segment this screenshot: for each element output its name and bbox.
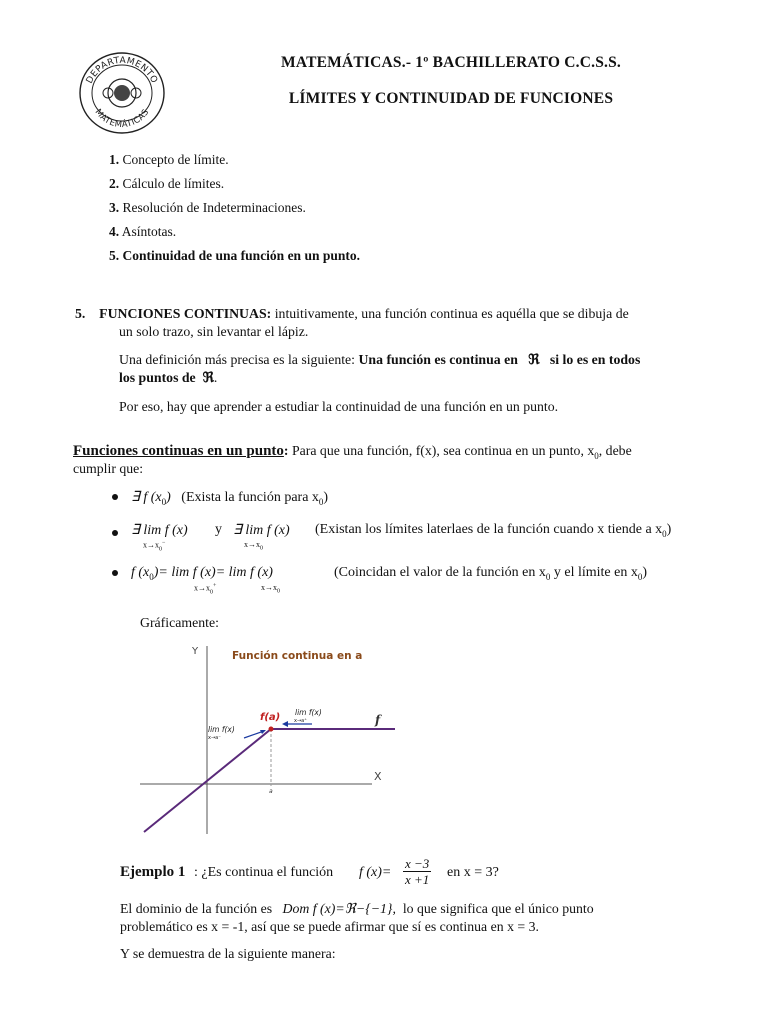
fraction-numerator: x −3	[405, 856, 430, 871]
cond2-lim-1: ∃ lim f (x)	[131, 523, 188, 538]
cond2-y: y	[215, 522, 222, 537]
page-title: MATEMÁTICAS.- 1º BACHILLERATO C.C.S.S.	[281, 54, 621, 71]
definition-bold-2: si lo es en todos	[549, 352, 641, 367]
toc-item-number: 5.	[109, 248, 120, 263]
cond2-under-1: $x\to x_0^-$	[143, 540, 166, 553]
bullet-3	[112, 570, 118, 576]
toc-item	[109, 152, 229, 168]
domain-line-1	[120, 900, 716, 918]
definition-end: .	[213, 370, 218, 385]
cond3-under-1: $x\to x_0^+$	[194, 583, 217, 596]
point-continuity-text-2: cumplir que:	[73, 461, 144, 476]
cond2-text: (Existan los límites laterlaes de la función cuando x tiende a $x_0$)	[315, 522, 672, 539]
toc-item	[109, 200, 306, 216]
real-symbol-2: ℜ	[202, 370, 214, 386]
cond1-text-sub: 0	[318, 497, 324, 507]
toc-item-number: 1.	[109, 152, 120, 167]
point-continuity-heading: Funciones continuas en un punto	[73, 443, 284, 459]
definition-paragraph	[119, 351, 715, 387]
condition-3: f $(x_0)= \lim f$ (x)= lim f (x) $x\to x_0^+$ $x\to x_0$ (Coincidan el valor de la función en $x_0$ y el límite en $x_0$)	[131, 565, 648, 596]
lim-right-label: lim f(x)	[295, 708, 322, 717]
cond3-math-2: )= lim f (x)= lim f (x)	[153, 565, 273, 580]
cond1-math-end: )	[166, 490, 171, 505]
toc-item	[109, 176, 224, 192]
y-axis-label: Y	[192, 646, 199, 657]
domain-math: Dom f (x)=ℜ−{−1},	[282, 901, 396, 916]
last-line: Y se demuestra de la siguiente manera:	[120, 946, 336, 961]
fa-point	[269, 727, 274, 732]
therefore-line: Por eso, hay que aprender a estudiar la continuidad de una función en un punto.	[119, 399, 559, 414]
heading-colon: :	[283, 443, 289, 458]
svg-text:DEPARTAMENTO: DEPARTAMENTO	[84, 55, 160, 86]
section5-heading: FUNCIONES CONTINUAS:	[99, 306, 272, 321]
section5-intro-2: un solo trazo, sin levantar el lápiz.	[119, 324, 309, 339]
real-symbol: ℜ	[528, 352, 540, 368]
example1-line	[120, 856, 720, 892]
bullet-2	[112, 530, 118, 536]
point-continuity-text-1: Para que una función, f(x), sea continua en un punto, x	[288, 443, 595, 458]
continuity-graph	[140, 638, 400, 838]
cond1-text-end: )	[323, 490, 329, 505]
cond3-text: (Coincidan el valor de la función en $x_0$ y el límite en $x_0$)	[334, 565, 648, 582]
toc-item-number: 4.	[109, 224, 120, 239]
continuity-graph-svg	[140, 638, 400, 838]
lim-right-under: x→a⁺	[294, 718, 307, 724]
fraction-denominator: x +1	[405, 872, 430, 887]
toc-item	[109, 224, 176, 240]
toc-item-text: Concepto de límite.	[122, 152, 229, 167]
condition-1	[131, 489, 328, 506]
cond1-text: (Exista la función para x	[181, 490, 319, 505]
cond3-under-2: $x\to x_0$	[261, 583, 280, 595]
cond2-under-2: $x\to x_0$	[244, 540, 263, 552]
point-continuity-paragraph	[73, 442, 715, 461]
cond1-sub: 0	[161, 497, 167, 507]
section5-number: 5.	[75, 306, 86, 321]
domain-text-2: lo que significa que el único punto	[402, 901, 594, 916]
definition-plain: Una definición más precisa es la siguiente:	[119, 352, 359, 367]
definition-bold-1: Una función es continua en	[358, 352, 518, 367]
svg-text:MATEMÁTICAS: MATEMÁTICAS	[92, 107, 152, 131]
x-axis-label: X	[374, 770, 382, 783]
toc-item-text: Resolución de Indeterminaciones.	[122, 200, 306, 215]
right-arrowhead	[282, 721, 288, 727]
example1-fraction	[403, 856, 431, 887]
lim-left-label: lim f(x)	[208, 725, 235, 734]
graph-title: Función continua en a	[232, 650, 363, 662]
toc-item-number: 2.	[109, 176, 120, 191]
toc-item-text: Cálculo de límites.	[122, 176, 225, 191]
domain-line-2: problemático es x = -1, así que se puede afirmar que sí es continua en x = 3.	[120, 919, 539, 934]
section5-paragraph	[75, 305, 715, 323]
x0-subscript: 0	[594, 451, 599, 461]
lim-left-under: x→a⁻	[208, 735, 221, 741]
toc-item-text: Asíntotas.	[121, 224, 177, 239]
fa-label: f(a)	[260, 712, 281, 723]
condition-2	[131, 522, 721, 552]
toc-item-text: Continuidad de una función en un punto.	[122, 248, 360, 263]
point-continuity-text-1-end: , debe	[598, 443, 632, 458]
function-curve	[144, 729, 395, 832]
cond2-lim-2: ∃ lim f (x)	[233, 523, 290, 538]
section5-intro-1: intuitivamente, una función continua es aquélla que se dibuja de	[271, 306, 629, 321]
domain-text-1: El dominio de la función es	[120, 901, 273, 916]
a-tick-label: a	[269, 788, 273, 795]
toc-item-number: 3.	[109, 200, 120, 215]
page-subtitle: LÍMITES Y CONTINUIDAD DE FUNCIONES	[288, 90, 614, 107]
example1-label: Ejemplo 1	[120, 864, 186, 880]
toc-item	[109, 248, 360, 264]
f-label: f	[375, 713, 381, 727]
example1-at: en x = 3?	[447, 865, 499, 880]
example1-func: f (x)=	[359, 865, 392, 880]
example1-question: : ¿Es continua el función	[194, 865, 334, 880]
graph-label: Gráficamente:	[140, 615, 219, 630]
bullet-1	[112, 494, 118, 500]
definition-bold-3: los puntos de	[119, 370, 196, 385]
cond3-math: f (x	[131, 565, 150, 580]
cond1-math: ∃ f (x	[131, 490, 162, 505]
